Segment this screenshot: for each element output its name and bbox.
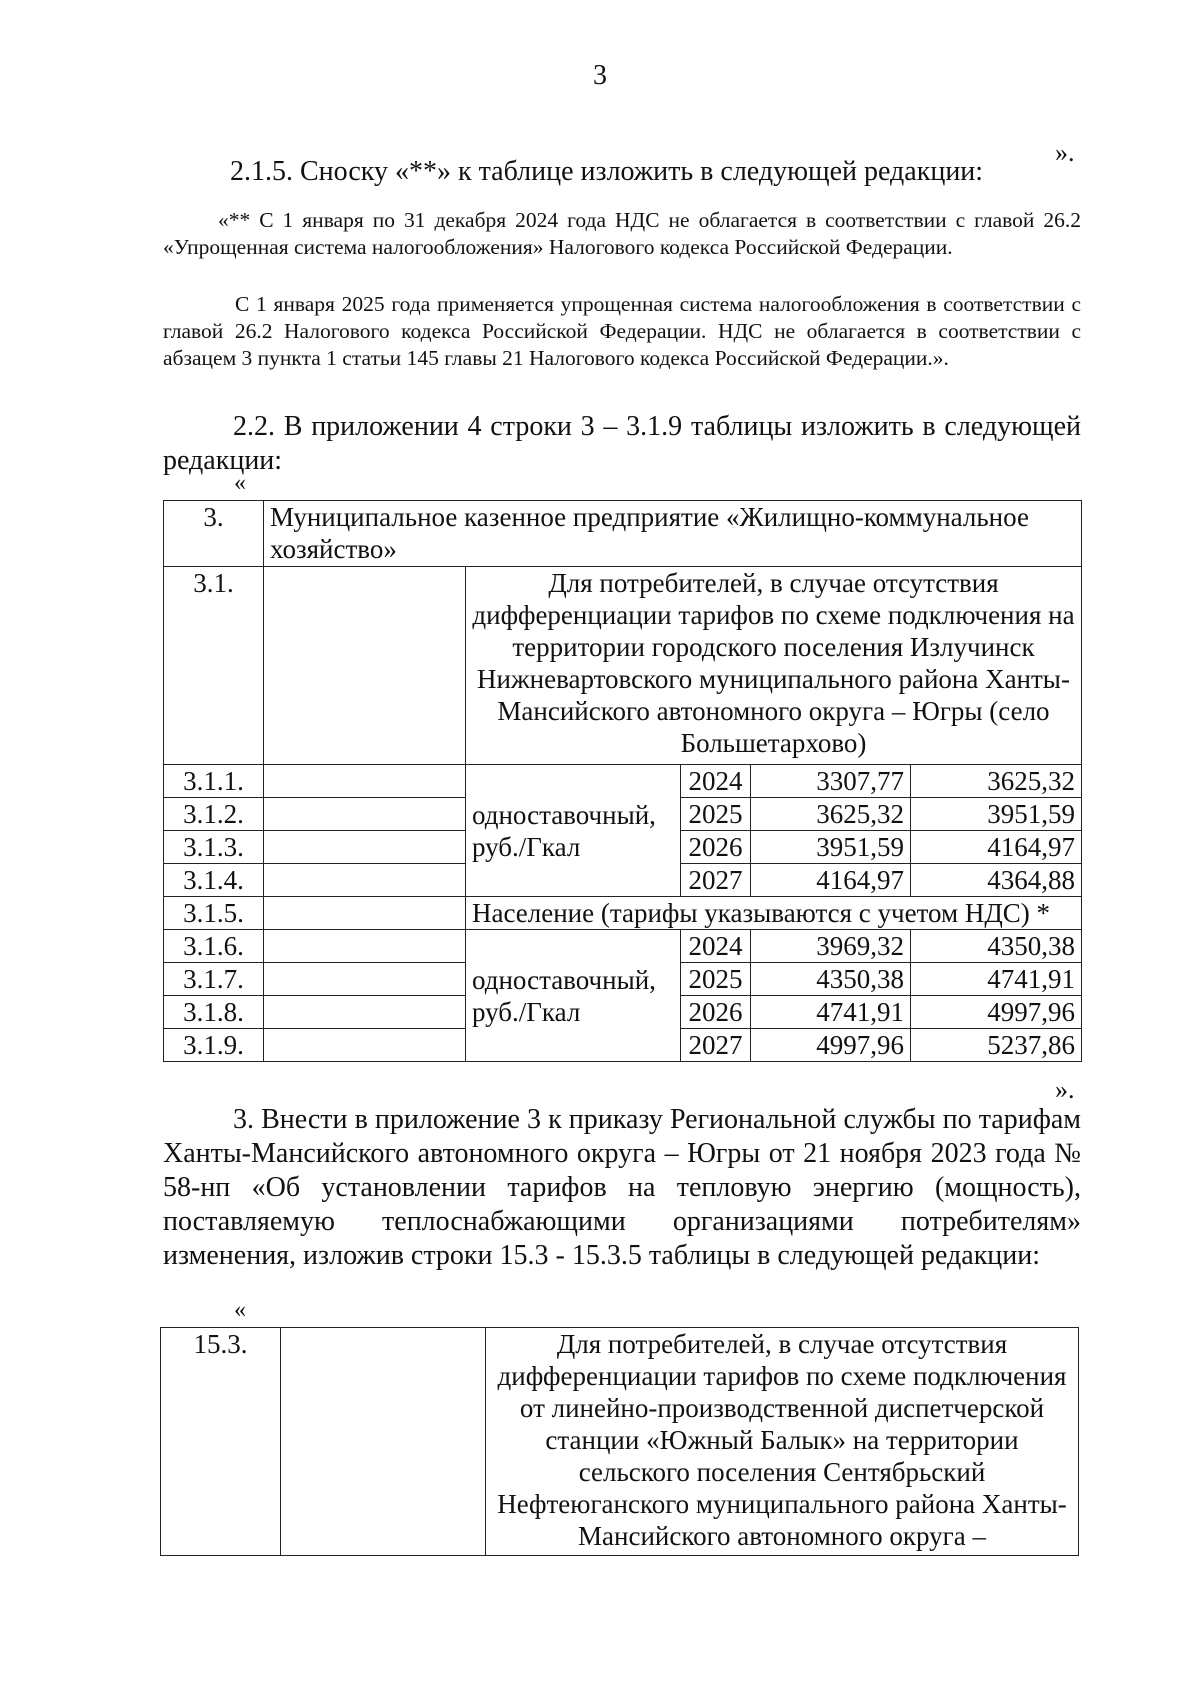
section-2-2-text: 2.2. В приложении 4 строки 3 – 3.1.9 таблицы изложить в следующей редакции: (163, 411, 1081, 476)
row-number: 3.1.8. (164, 996, 264, 1029)
tariff-type: одноставочный, руб./Гкал (466, 930, 681, 1062)
consumer-group-description: Для потребителей, в случае отсутствия дифференциации тарифов по схеме подключения от линейно-производственной диспетчерской станции «Южный Балык» на территории сельского поселения Сентябрьский Нефтеюганского муниципального района Ханты-Мансийского автономного округа – (486, 1328, 1079, 1556)
tariff-value-first-half: 3307,77 (751, 765, 911, 798)
tariff-value-first-half: 4741,91 (751, 996, 911, 1029)
empty-cell (264, 765, 466, 798)
empty-cell (264, 831, 466, 864)
tariff-value-second-half: 4741,91 (911, 963, 1082, 996)
empty-cell (264, 864, 466, 897)
row-number: 3.1. (164, 567, 264, 765)
tariff-value-second-half: 3951,59 (911, 798, 1082, 831)
table-row (164, 501, 1082, 567)
empty-cell (264, 930, 466, 963)
row-number: 3.1.3. (164, 831, 264, 864)
year-cell: 2025 (681, 798, 751, 831)
closing-quote-table1: ». (1055, 1075, 1075, 1104)
organization-name: Муниципальное казенное предприятие «Жилищно-коммунальное хозяйство» (264, 501, 1082, 567)
empty-cell (264, 996, 466, 1029)
table-row (164, 567, 1082, 765)
row-number: 3.1.6. (164, 930, 264, 963)
tariff-value-first-half: 4164,97 (751, 864, 911, 897)
empty-cell (264, 963, 466, 996)
row-number: 3.1.1. (164, 765, 264, 798)
row-number: 3.1.5. (164, 897, 264, 930)
tariff-value-second-half: 3625,32 (911, 765, 1082, 798)
section-2-1-5-heading: 2.1.5. Сноску «**» к таблице изложить в следующей редакции: (230, 156, 984, 187)
page-number: 3 (593, 60, 607, 91)
row-number: 3. (164, 501, 264, 567)
consumer-group-description: Для потребителей, в случае отсутствия дифференциации тарифов по схеме подключения на территории городского поселения Излучинск Нижневартовского муниципального района Ханты-Мансийского автономного округа – Югры (село Большетархово) (466, 567, 1082, 765)
empty-cell (264, 567, 466, 765)
section-3-text: 3. Внести в приложение 3 к приказу Региональной службы по тарифам Ханты-Мансийского автономного округа – Югры от 21 ноября 2023 года № 58-нп «Об установлении тарифов на тепловую энергию (мощность), поставляемую теплоснабжающими организациями потребителям» изменения, изложив строки 15.3 - 15.3.5 таблицы в следующей редакции: (163, 1104, 1081, 1271)
table-row (161, 1328, 1079, 1556)
tariff-value-first-half: 3969,32 (751, 930, 911, 963)
tariff-value-second-half: 4997,96 (911, 996, 1082, 1029)
tariff-type: одноставочный, руб./Гкал (466, 765, 681, 897)
opening-quote-table1: « (234, 470, 246, 496)
row-number: 15.3. (161, 1328, 281, 1556)
year-cell: 2026 (681, 996, 751, 1029)
year-cell: 2024 (681, 765, 751, 798)
empty-cell (264, 897, 466, 930)
table-row (164, 930, 1082, 963)
row-number: 3.1.2. (164, 798, 264, 831)
footnote-paragraph-2: С 1 января 2025 года применяется упрощенная система налогообложения в соответствии с главой 26.2 Налогового кодекса Российской Федерации. НДС не облагается в соответствии с абзацем 3 пункта 1 статьи 145 главы 21 Налогового кодекса Российской Федерации.». (163, 292, 1081, 370)
tariff-value-second-half: 4350,38 (911, 930, 1082, 963)
tariff-value-second-half: 4164,97 (911, 831, 1082, 864)
table-row (164, 765, 1082, 798)
empty-cell (281, 1328, 486, 1556)
year-cell: 2025 (681, 963, 751, 996)
year-cell: 2027 (681, 864, 751, 897)
tariff-value-first-half: 3625,32 (751, 798, 911, 831)
empty-cell (264, 1029, 466, 1062)
row-number: 3.1.7. (164, 963, 264, 996)
closing-quote-top: ». (1055, 138, 1075, 167)
year-cell: 2027 (681, 1029, 751, 1062)
tariff-table-2 (160, 1327, 1079, 1556)
population-group-label: Население (тарифы указываются с учетом НДС) * (466, 897, 1082, 930)
tariff-value-second-half: 5237,86 (911, 1029, 1082, 1062)
tariff-value-first-half: 4350,38 (751, 963, 911, 996)
empty-cell (264, 798, 466, 831)
opening-quote-table2: « (234, 1297, 246, 1323)
table-row (164, 897, 1082, 930)
tariff-value-first-half: 4997,96 (751, 1029, 911, 1062)
tariff-table-1 (163, 500, 1082, 1062)
row-number: 3.1.4. (164, 864, 264, 897)
row-number: 3.1.9. (164, 1029, 264, 1062)
footnote-paragraph-1: «** С 1 января по 31 декабря 2024 года НДС не облагается в соответствии с главой 26.2 «Упрощенная система налогообложения» Налогового кодекса Российской Федерации. (163, 208, 1081, 259)
year-cell: 2026 (681, 831, 751, 864)
year-cell: 2024 (681, 930, 751, 963)
tariff-value-second-half: 4364,88 (911, 864, 1082, 897)
tariff-value-first-half: 3951,59 (751, 831, 911, 864)
